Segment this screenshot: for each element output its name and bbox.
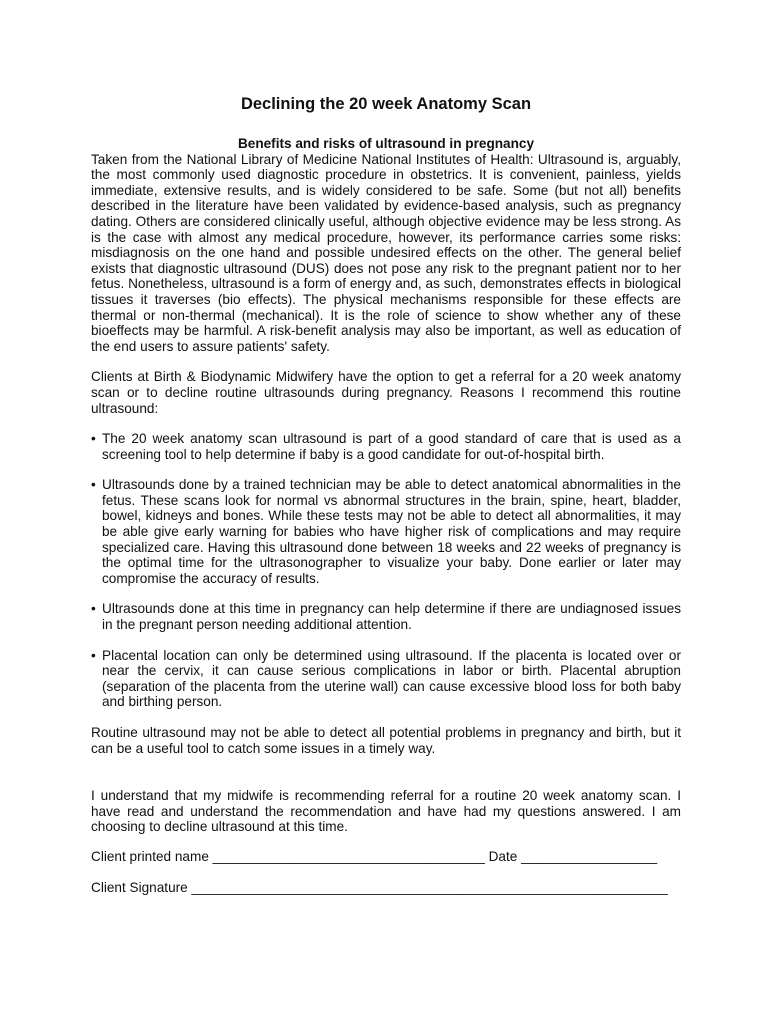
clients-paragraph: Clients at Birth & Biodynamic Midwifery have the option to get a referral for a 20 week anatomy scan or to decline routine ultrasounds during pregnancy. Reasons I recommend this routine ultrasound: [91,369,681,416]
section-heading: Benefits and risks of ultrasound in pregnancy [237,136,535,151]
reason-item: • Ultrasounds done at this time in pregnancy can help determine if there are undiagnosed issues in the pregnant person needing additional attention. [91,601,681,632]
reason-item: • Placental location can only be determined using ultrasound. If the placenta is located over or near the cervix, it can cause serious complications in labor or birth. Placental abruption (separation of the placenta from the uterine wall) can cause excessive blood loss for both baby and birthing person. [91,648,681,710]
reason-item: • The 20 week anatomy scan ultrasound is part of a good standard of care that is used as a screening tool to help determine if baby is a good candidate for out-of-hospital birth. [91,431,681,462]
intro-paragraph: Taken from the National Library of Medicine National Institutes of Health: Ultrasound is, arguably, the most commonly used diagnostic procedure in obstetrics. It is convenient, painless, yields immediate, extensive results, and is widely considered to be safe. Some (but not all) benefits described in the literature have been validated by evidence-based analysis, such as pregnancy dating. Others are considered clinically useful, although objective evidence may be less strong. As is the case with almost any medical procedure, however, its performance carries some risks: misdiagnosis on the one hand and possible undesired effects on the other. The general belief exists that diagnostic ultrasound (DUS) does not pose any risk to the pregnant patient nor to her fetus. Nonetheless, ultrasound is a form of energy and, as such, demonstrates effects in biological tissues it traverses (bio effects). The physical mechanisms responsible for these effects are thermal or non-thermal (mechanical). It is the role of science to show whether any of these bioeffects may be harmful. A risk-benefit analysis may also be important, as well as education of the end users to assure patients' safety. [91,151,681,354]
signature-line: Client Signature _______________________________________________________________ [91,879,668,895]
consent-paragraph: I understand that my midwife is recommending referral for a routine 20 week anatomy scan. I have read and understand the recommendation and have had my questions answered. I am choosing to decline ultrasound at this time. [91,788,681,835]
reason-item: • Ultrasounds done by a trained technician may be able to detect anatomical abnormalities in the fetus. These scans look for normal vs abnormal structures in the brain, spine, heart, bladder, bowel, kidneys and bones. While these tests may not be able to detect all abnormalities, it may be able give early warning for babies who have higher risk of complications and may require specialized care. Having this ultrasound done between 18 weeks and 22 weeks of pregnancy is the optimal time for the ultrasonographer to visualize your baby. Done earlier or later may compromise the accuracy of results. [91,477,681,586]
document-title: Declining the 20 week Anatomy Scan [240,95,532,113]
document-page [91,94,681,910]
routine-paragraph: Routine ultrasound may not be able to detect all potential problems in pregnancy and birth, but it can be a useful tool to catch some issues in a timely way. [91,725,681,756]
reasons-list [91,431,681,710]
printed-name-date-line: Client printed name ____________________________________ Date __________________ [91,848,658,864]
